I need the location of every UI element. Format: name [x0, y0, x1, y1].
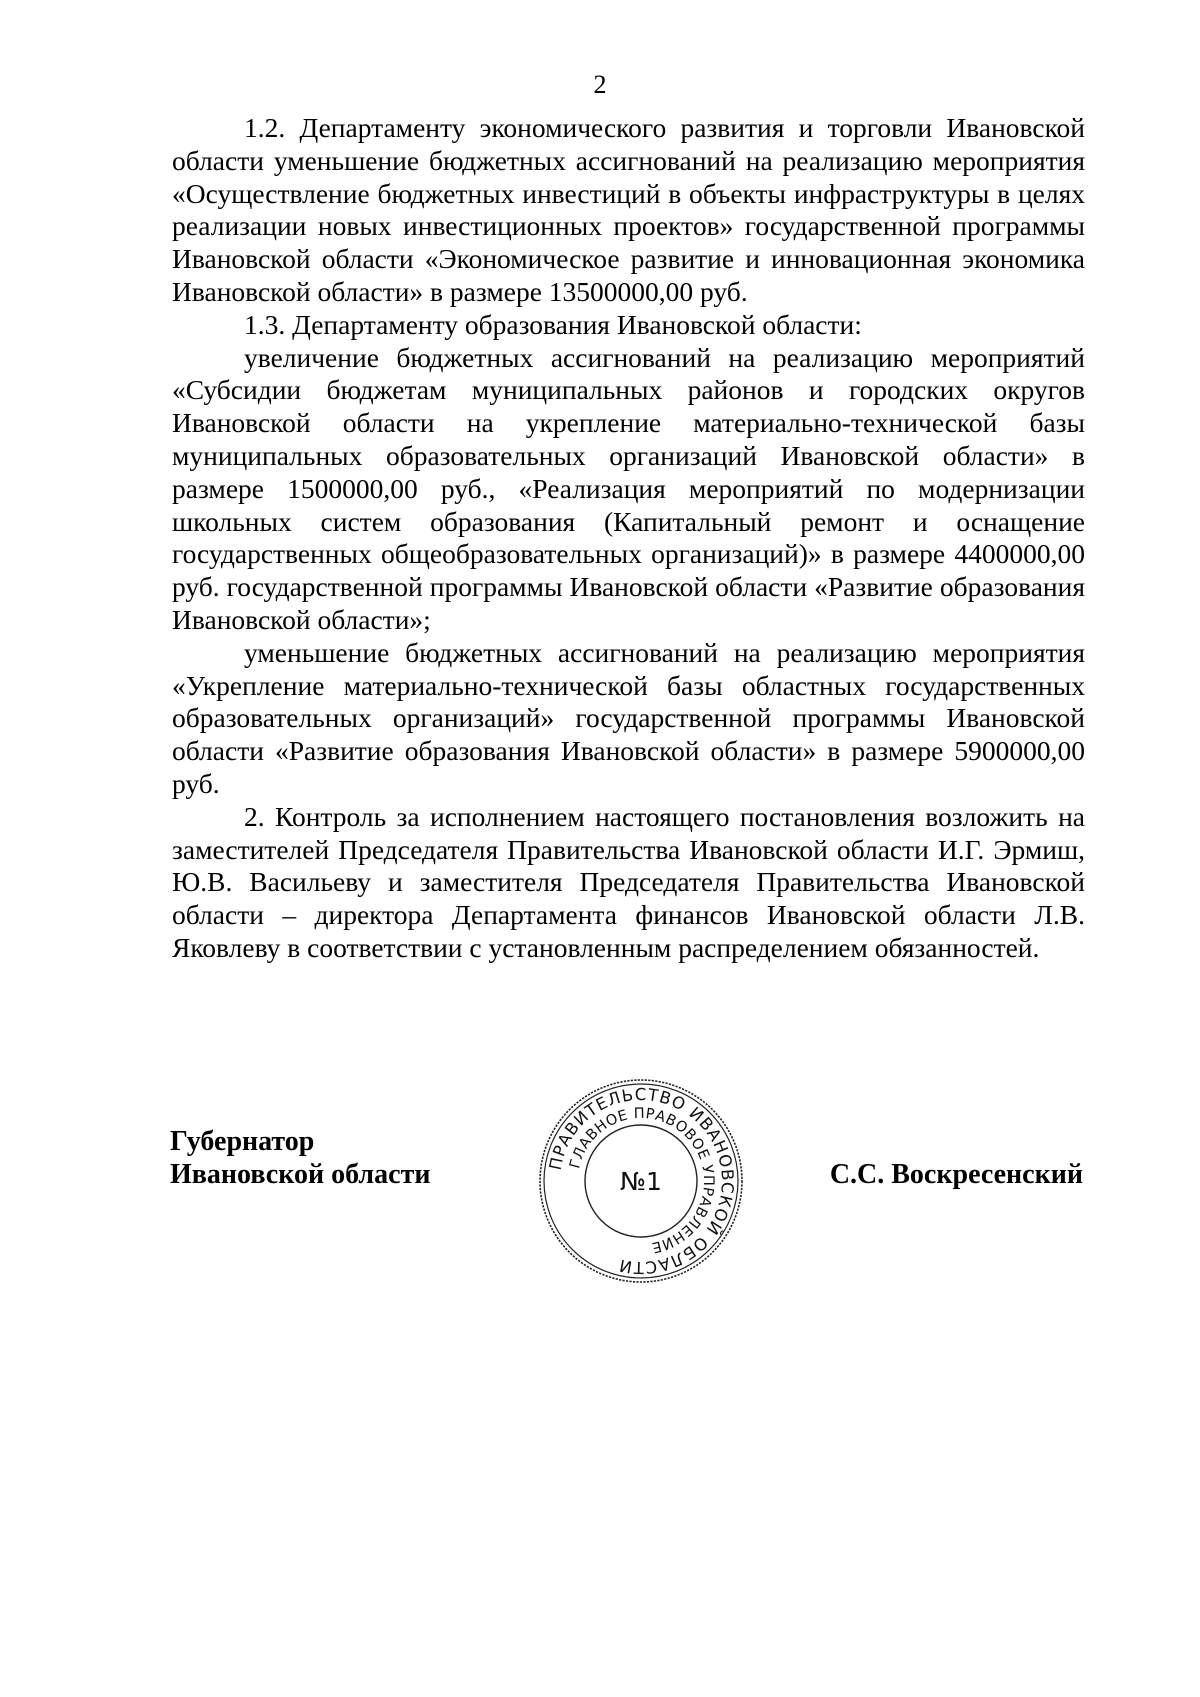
signer-name: С.С. Воскресенский	[829, 1159, 1083, 1190]
signer-title-line2: Ивановской области	[170, 1159, 431, 1190]
signer-title-line1: Губернатор	[170, 1126, 315, 1157]
paragraph-1-3: 1.3. Департаменту образования Ивановской области:	[244, 308, 862, 340]
signer-title	[170, 1125, 430, 1191]
paragraph-2-control: 2. Контроль за исполнением настоящего постановления возложить на заместителей Председателя Правительства Ивановской области И.Г. Эрмиш, Ю.В. Васильеву и заместителя Председателя Правительства Ивановской области – директора Департамента финансов Ивановской области Л.В. Яковлеву в соответствии с установленным распределением обязанностей.	[172, 800, 1085, 963]
seal-outer-text: ПРАВИТЕЛЬСТВО ИВАНОВСКОЙ ОБЛАСТИ	[545, 1084, 738, 1278]
paragraph-increase: увеличение бюджетных ассигнований на реализацию мероприятий «Субсидии бюджетам муниципальных районов и городских округов Ивановской области на укрепление материально-технической базы муниципальных образовательных организаций Ивановской области» в размере 1500000,00 руб., «Реализация мероприятий по модернизации школьных систем образования (Капитальный ремонт и оснащение государственных общеобразовательных организаций)» в размере 4400000,00 руб. государственной программы Ивановской области «Развитие образования Ивановской области»;	[172, 341, 1085, 635]
page-number: 2	[593, 70, 607, 99]
paragraph-1-2: 1.2. Департаменту экономического развития и торговли Ивановской области уменьшение бюджетных ассигнований на реализацию мероприятия «Осуществление бюджетных инвестиций в объекты инфраструктуры в целях реализации новых инвестиционных проектов» государственной программы Ивановской области «Экономическое развитие и инновационная экономика Ивановской области» в размере 13500000,00 руб.	[172, 112, 1085, 307]
paragraph-decrease: уменьшение бюджетных ассигнований на реализацию мероприятия «Укрепление материально-технической базы областных государственных образовательных организаций» государственной программы Ивановской области «Развитие образования Ивановской области» в размере 5900000,00 руб.	[172, 636, 1085, 799]
seal-number: №1	[620, 1167, 662, 1196]
official-seal	[535, 1075, 747, 1287]
document-body	[172, 112, 1085, 965]
seal-inner-text: ГЛАВНОЕ ПРАВОВОЕ УПРАВЛЕНИЕ	[567, 1105, 717, 1256]
